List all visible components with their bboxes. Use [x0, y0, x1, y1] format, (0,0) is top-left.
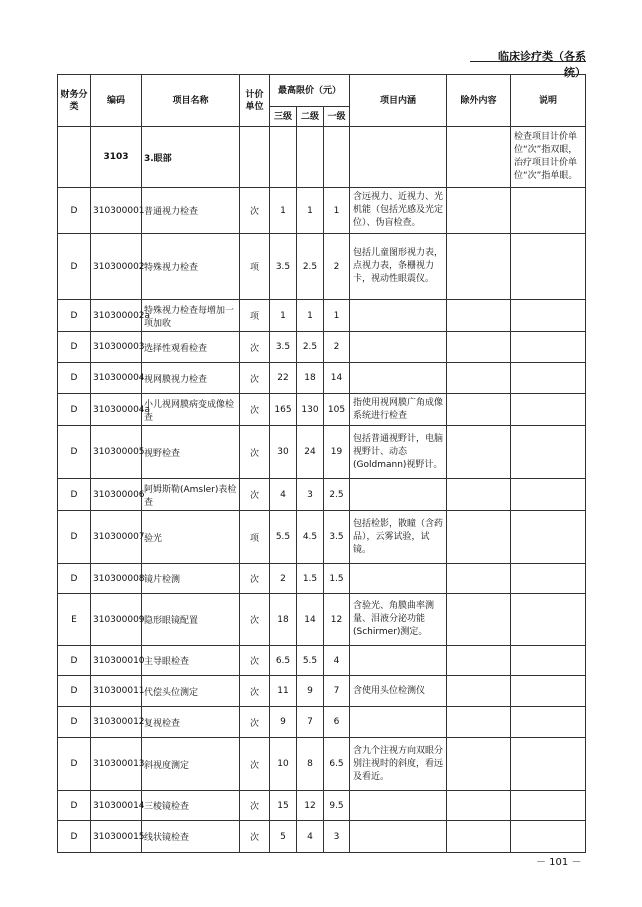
- cell-code: 310300008: [91, 564, 142, 594]
- cell-content: [350, 646, 447, 676]
- cell-exclusion: [447, 676, 511, 707]
- cell-category: D: [58, 332, 91, 363]
- cell-price-level2: 3: [297, 479, 324, 511]
- cell-name: 斜视度测定: [142, 738, 240, 791]
- cell-note: [511, 821, 586, 853]
- cell-content: 含验光、角膜曲率测量、泪液分泌功能(Schirmer)测定。: [350, 594, 447, 646]
- cell-price-level3: 11: [270, 676, 297, 707]
- cell-unit: 次: [240, 594, 270, 646]
- cell-exclusion: [447, 363, 511, 394]
- cell-code: 310300003: [91, 332, 142, 363]
- col-level1: 一级: [324, 107, 350, 127]
- cell-unit: 次: [240, 791, 270, 821]
- table-row: [58, 707, 586, 738]
- cell-code: 310300015: [91, 821, 142, 853]
- cell-category: D: [58, 479, 91, 511]
- table-row: [58, 821, 586, 853]
- cell-code: 310300012: [91, 707, 142, 738]
- cell-category: D: [58, 646, 91, 676]
- cell-content: 包括检影，散瞳（含药品），云雾试验，试镜。: [350, 511, 447, 564]
- cell-content: [350, 300, 447, 332]
- cell-category: D: [58, 300, 91, 332]
- cell-price-level3: 6.5: [270, 646, 297, 676]
- cell-price-level2: 1.5: [297, 564, 324, 594]
- cell-name: 隐形眼镜配置: [142, 594, 240, 646]
- cell-content: 包括普通视野计，电脑视野计、动态(Goldmann)视野计。: [350, 426, 447, 479]
- cell-code: 310300004a: [91, 394, 142, 426]
- cell-price-level1: 1: [324, 188, 350, 234]
- cell-note: [511, 646, 586, 676]
- cell-content: [350, 791, 447, 821]
- cell-price-level3: 3.5: [270, 332, 297, 363]
- page-number: － 101 －: [536, 857, 582, 868]
- table-row: [58, 564, 586, 594]
- cell-price-level3: 22: [270, 363, 297, 394]
- cell-unit: 次: [240, 707, 270, 738]
- cell-price-level2: 24: [297, 426, 324, 479]
- table-row: [58, 394, 586, 426]
- cell-price-level3: 165: [270, 394, 297, 426]
- cell-exclusion: [447, 188, 511, 234]
- table-row: [58, 188, 586, 234]
- section-code: 3103: [91, 127, 142, 188]
- cell-category: D: [58, 821, 91, 853]
- table-row: [58, 300, 586, 332]
- section-row: [58, 127, 586, 188]
- cell-note: [511, 332, 586, 363]
- cell-price-level1: 4: [324, 646, 350, 676]
- col-maxprice: 最高限价（元）: [270, 75, 350, 107]
- cell-name: 选择性观看检查: [142, 332, 240, 363]
- table-row: [58, 363, 586, 394]
- table-row: [58, 511, 586, 564]
- col-code: 编码: [91, 75, 142, 127]
- cell-note: [511, 394, 586, 426]
- cell-code: 310300013: [91, 738, 142, 791]
- table-row: [58, 234, 586, 300]
- cell-content: [350, 821, 447, 853]
- cell-price-level1: 1.5: [324, 564, 350, 594]
- cell-price-level3: 30: [270, 426, 297, 479]
- table-row: [58, 332, 586, 363]
- cell-category: D: [58, 791, 91, 821]
- cell-price-level2: 1: [297, 300, 324, 332]
- cell-exclusion: [447, 564, 511, 594]
- cell-name: 三棱镜检查: [142, 791, 240, 821]
- col-exclusion: 除外内容: [447, 75, 511, 127]
- cell-category: D: [58, 188, 91, 234]
- col-name: 项目名称: [142, 75, 240, 127]
- cell-price-level3: 4: [270, 479, 297, 511]
- table-row: [58, 791, 586, 821]
- cell-note: [511, 676, 586, 707]
- cell-content: 指使用视网膜广角成像系统进行检查: [350, 394, 447, 426]
- cell-price-level1: 3: [324, 821, 350, 853]
- table-row: [58, 426, 586, 479]
- cell-category: D: [58, 363, 91, 394]
- cell-exclusion: [447, 332, 511, 363]
- cell-name: 镜片检测: [142, 564, 240, 594]
- cell-price-level1: 12: [324, 594, 350, 646]
- cell-code: 310300006: [91, 479, 142, 511]
- cell-price-level2: 18: [297, 363, 324, 394]
- cell-code: 310300004: [91, 363, 142, 394]
- col-content: 项目内涵: [350, 75, 447, 127]
- cell-exclusion: [447, 738, 511, 791]
- cell-category: D: [58, 426, 91, 479]
- table-row: [58, 676, 586, 707]
- cell-price-level2: 4.5: [297, 511, 324, 564]
- running-header: 临床诊疗类（各系统）: [498, 50, 586, 79]
- cell-name: 线状镜检查: [142, 821, 240, 853]
- cell-content: 包括儿童图形视力表，点视力表，条栅视力卡，视动性眼震仪。: [350, 234, 447, 300]
- cell-unit: 次: [240, 332, 270, 363]
- cell-price-level3: 5.5: [270, 511, 297, 564]
- cell-price-level3: 5: [270, 821, 297, 853]
- cell-content: 含远视力、近视力、光机能（包括光感及光定位）、伪盲检查。: [350, 188, 447, 234]
- cell-unit: 项: [240, 234, 270, 300]
- cell-category: D: [58, 676, 91, 707]
- cell-price-level3: 1: [270, 300, 297, 332]
- section-note: 检查项目计价单位“次”指双眼，治疗项目计价单位“次”指单眼。: [511, 127, 586, 188]
- cell-note: [511, 234, 586, 300]
- cell-name: 特殊视力检查: [142, 234, 240, 300]
- cell-exclusion: [447, 594, 511, 646]
- cell-price-level2: 12: [297, 791, 324, 821]
- cell-unit: 项: [240, 300, 270, 332]
- cell-name: 复视检查: [142, 707, 240, 738]
- table-row: [58, 738, 586, 791]
- col-level3: 三级: [270, 107, 297, 127]
- cell-price-level1: 14: [324, 363, 350, 394]
- cell-price-level2: 8: [297, 738, 324, 791]
- cell-name: 验光: [142, 511, 240, 564]
- cell-unit: 次: [240, 426, 270, 479]
- cell-unit: 次: [240, 394, 270, 426]
- cell-code: 310300010: [91, 646, 142, 676]
- cell-price-level1: 2: [324, 332, 350, 363]
- cell-note: [511, 511, 586, 564]
- cell-price-level2: 2.5: [297, 234, 324, 300]
- cell-note: [511, 707, 586, 738]
- cell-price-level2: 7: [297, 707, 324, 738]
- cell-content: [350, 332, 447, 363]
- cell-content: [350, 707, 447, 738]
- cell-price-level1: 6.5: [324, 738, 350, 791]
- cell-name: 阿姆斯勒(Amsler)表检查: [142, 479, 240, 511]
- cell-code: 310300002a: [91, 300, 142, 332]
- cell-note: [511, 594, 586, 646]
- cell-unit: 项: [240, 511, 270, 564]
- cell-price-level1: 6: [324, 707, 350, 738]
- table-row: [58, 479, 586, 511]
- cell-note: [511, 791, 586, 821]
- cell-category: D: [58, 564, 91, 594]
- fee-table: [57, 74, 586, 853]
- cell-code: 310300001: [91, 188, 142, 234]
- cell-price-level2: 2.5: [297, 332, 324, 363]
- cell-unit: 次: [240, 821, 270, 853]
- cell-name: 视网膜视力检查: [142, 363, 240, 394]
- cell-category: D: [58, 738, 91, 791]
- cell-unit: 次: [240, 564, 270, 594]
- cell-price-level3: 18: [270, 594, 297, 646]
- cell-price-level3: 15: [270, 791, 297, 821]
- header-rule: [470, 61, 586, 62]
- cell-name: 主导眼检查: [142, 646, 240, 676]
- cell-price-level2: 9: [297, 676, 324, 707]
- cell-unit: 次: [240, 646, 270, 676]
- cell-unit: 次: [240, 738, 270, 791]
- cell-unit: 次: [240, 188, 270, 234]
- cell-price-level3: 2: [270, 564, 297, 594]
- cell-content: 含使用头位检测仪: [350, 676, 447, 707]
- cell-name: 视野检查: [142, 426, 240, 479]
- cell-name: 小儿视网膜病变成像检查: [142, 394, 240, 426]
- cell-note: [511, 300, 586, 332]
- cell-price-level2: 130: [297, 394, 324, 426]
- cell-price-level3: 1: [270, 188, 297, 234]
- cell-price-level3: 9: [270, 707, 297, 738]
- cell-exclusion: [447, 479, 511, 511]
- cell-content: [350, 363, 447, 394]
- cell-code: 310300009: [91, 594, 142, 646]
- cell-exclusion: [447, 300, 511, 332]
- cell-code: 310300011: [91, 676, 142, 707]
- cell-price-level1: 9.5: [324, 791, 350, 821]
- cell-note: [511, 564, 586, 594]
- cell-exclusion: [447, 426, 511, 479]
- cell-exclusion: [447, 234, 511, 300]
- cell-category: D: [58, 511, 91, 564]
- cell-code: 310300014: [91, 791, 142, 821]
- cell-content: [350, 564, 447, 594]
- cell-price-level3: 10: [270, 738, 297, 791]
- cell-exclusion: [447, 791, 511, 821]
- cell-exclusion: [447, 646, 511, 676]
- cell-category: D: [58, 394, 91, 426]
- section-category: [58, 127, 91, 188]
- cell-price-level1: 2.5: [324, 479, 350, 511]
- cell-note: [511, 188, 586, 234]
- cell-exclusion: [447, 821, 511, 853]
- cell-code: 310300005: [91, 426, 142, 479]
- cell-price-level1: 1: [324, 300, 350, 332]
- col-unit: 计价单位: [240, 75, 270, 127]
- col-level2: 二级: [297, 107, 324, 127]
- cell-price-level1: 7: [324, 676, 350, 707]
- cell-unit: 次: [240, 676, 270, 707]
- cell-price-level1: 19: [324, 426, 350, 479]
- cell-note: [511, 738, 586, 791]
- cell-category: D: [58, 707, 91, 738]
- cell-content: [350, 479, 447, 511]
- cell-name: 代偿头位测定: [142, 676, 240, 707]
- cell-exclusion: [447, 394, 511, 426]
- cell-unit: 次: [240, 479, 270, 511]
- cell-category: D: [58, 234, 91, 300]
- cell-code: 310300002: [91, 234, 142, 300]
- cell-note: [511, 426, 586, 479]
- cell-category: E: [58, 594, 91, 646]
- cell-note: [511, 479, 586, 511]
- cell-exclusion: [447, 707, 511, 738]
- cell-price-level2: 14: [297, 594, 324, 646]
- section-name: 3.眼部: [142, 127, 240, 188]
- cell-note: [511, 363, 586, 394]
- cell-exclusion: [447, 511, 511, 564]
- col-note: 说明: [511, 75, 586, 127]
- cell-name: 特殊视力检查每增加一项加收: [142, 300, 240, 332]
- cell-price-level1: 2: [324, 234, 350, 300]
- cell-price-level2: 5.5: [297, 646, 324, 676]
- cell-code: 310300007: [91, 511, 142, 564]
- cell-price-level1: 3.5: [324, 511, 350, 564]
- cell-unit: 次: [240, 363, 270, 394]
- cell-price-level2: 1: [297, 188, 324, 234]
- table-row: [58, 594, 586, 646]
- cell-content: 含九个注视方向双眼分别注视时的斜度，看远及看近。: [350, 738, 447, 791]
- cell-price-level2: 4: [297, 821, 324, 853]
- table-row: [58, 646, 586, 676]
- cell-name: 普通视力检查: [142, 188, 240, 234]
- cell-price-level1: 105: [324, 394, 350, 426]
- col-category: 财务分类: [58, 75, 91, 127]
- cell-price-level3: 3.5: [270, 234, 297, 300]
